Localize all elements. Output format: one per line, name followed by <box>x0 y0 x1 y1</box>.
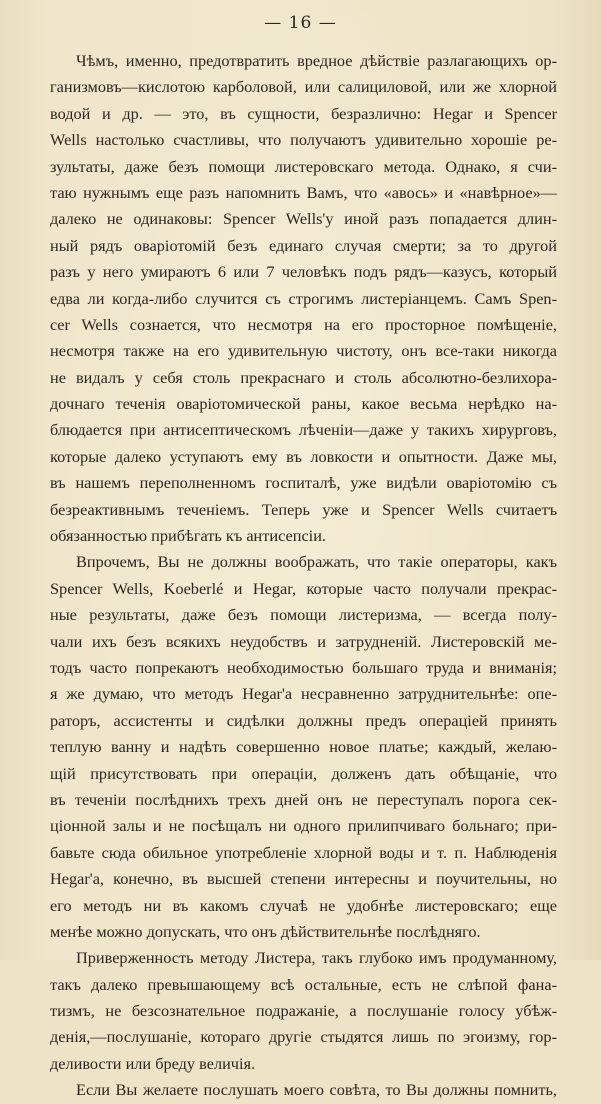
text-line: въ теченiи послѣднихъ трехъ дней онъ не переступалъ порога сек- <box>50 789 557 809</box>
text-line: водой и др. — это, въ сущности, безразлично: Hegar и Spencer <box>50 103 557 123</box>
text-line: Wells настолько счастливы, что получаютъ удивительно хорошiе ре- <box>50 130 557 150</box>
text-line: въ нашемъ переполненномъ госпиталѣ, уже видѣли оварiотомiю съ <box>50 473 557 493</box>
paragraph <box>50 1077 557 1103</box>
text-line: щiй присутствовать при операцiи, долженъ дать обѣщанiе, что <box>50 763 557 783</box>
text-line: ный рядъ оварiотомiй безъ единаго случая смерти; за то другой <box>50 235 557 255</box>
text-line: бавьте сюда обильное употребленiе хлорной воды и т. п. Наблюденiя <box>50 842 557 862</box>
text-line: я же думаю, что методъ Hegar'а несравненно затруднительнѣе: опе- <box>50 684 557 704</box>
text-line: зультаты, даже безъ помощи листеровскаго метода. Однако, я счи- <box>50 156 557 176</box>
text-line: безреактивнымъ теченiемъ. Теперь уже и Spencer Wells считаетъ <box>50 499 557 519</box>
paragraph <box>50 945 557 1077</box>
text-line: дочнаго теченiя оварiотомической раны, какое весьма нерѣдко на- <box>50 394 557 414</box>
text-line: несмотря также на его удивительную чистоту, онъ все-таки никогда <box>50 341 557 361</box>
text-line: не видалъ у себя столь прекраснаго и столь абсолютно-безлихора- <box>50 367 557 387</box>
text-line: Hegar'а, конечно, въ высшей степени интересны и поучительны, но <box>50 869 557 889</box>
text-line: ные результаты, даже безъ помощи листеризма, — всегда полу- <box>50 605 557 625</box>
text-line: тодъ часто попрекаютъ необходимостью большаго труда и вниманiя; <box>50 657 557 677</box>
paragraph <box>50 549 557 945</box>
body-text <box>50 48 557 1104</box>
text-line: теплую ванну и надѣть совершенно новое платье; каждый, желаю- <box>50 737 557 757</box>
text-line: чали ихъ безъ всякихъ неудобствъ и затрудненiй. Листеровскiй ме- <box>50 631 557 651</box>
text-line: его методъ ни въ какомъ случаѣ не удобнѣе листеровскаго; еще <box>50 895 557 915</box>
text-line: обязанностью прибѣгать къ антисепсiи. <box>50 526 326 546</box>
text-line: раторъ, ассистенты и сидѣлки должны предъ операцiей принять <box>50 710 557 730</box>
text-line: Чѣмъ, именно, предотвратить вредное дѣйствiе разлагающихъ ор- <box>76 51 557 70</box>
text-line: cer Wells сознается, что несмотря на его просторное помѣщенiе, <box>50 314 557 334</box>
text-line: блюдается при антисептическомъ лѣченiи—даже у такихъ хирурговъ, <box>50 420 557 440</box>
text-line: Spencer Wells, Koeberlé и Hegar, которые часто получали прекрас- <box>50 578 557 598</box>
text-line: которые далеко уступаютъ ему въ ловкости и опытности. Даже мы, <box>50 446 557 466</box>
text-line: разъ у него умираютъ 6 или 7 человѣкъ подъ рядъ—казусъ, который <box>50 262 557 282</box>
text-line: деливости или бреду величiя. <box>50 1053 256 1073</box>
text-line: тизмъ, не безсознательное подражанiе, а послушанiе голосу убѣж- <box>50 1001 557 1021</box>
text-line: такъ далеко превышающему всѣ остальные, есть не слѣпой фана- <box>50 974 557 994</box>
text-line: менѣе можно допускать, что онъ дѣйствительнѣе послѣдняго. <box>50 921 481 941</box>
text-line: Впрочемъ, Вы не должны воображать, что такiе операторы, какъ <box>76 552 557 572</box>
text-line: таю нужнымъ еще разъ напомнить Вамъ, что «авось» и «навѣрное»— <box>50 182 557 202</box>
text-line: Если Вы желаете послушать моего совѣта, то Вы должны помнить, <box>76 1080 557 1100</box>
paragraph <box>50 48 557 549</box>
text-line: едва ли когда-либо случится съ строгимъ листерiанцемъ. Самъ Spen- <box>50 288 557 308</box>
text-line: Приверженность методу Листера, такъ глубоко имъ продуманному, <box>76 948 557 968</box>
text-line: далеко не одинаковы: Spencer Wells'у иной разъ попадается длин- <box>50 209 557 229</box>
text-line: цiонной залы и не посѣщалъ ни одного прилипчиваго больнаго; при- <box>50 816 557 836</box>
text-line: денiя,—послушанiе, котораго другiе стыдятся лишь по эгоизму, гор- <box>50 1027 557 1047</box>
text-line: ганизмовъ—кислотою карболовой, или салициловой, или же хлорной <box>50 77 557 97</box>
page-number: — 16 — <box>264 13 337 33</box>
